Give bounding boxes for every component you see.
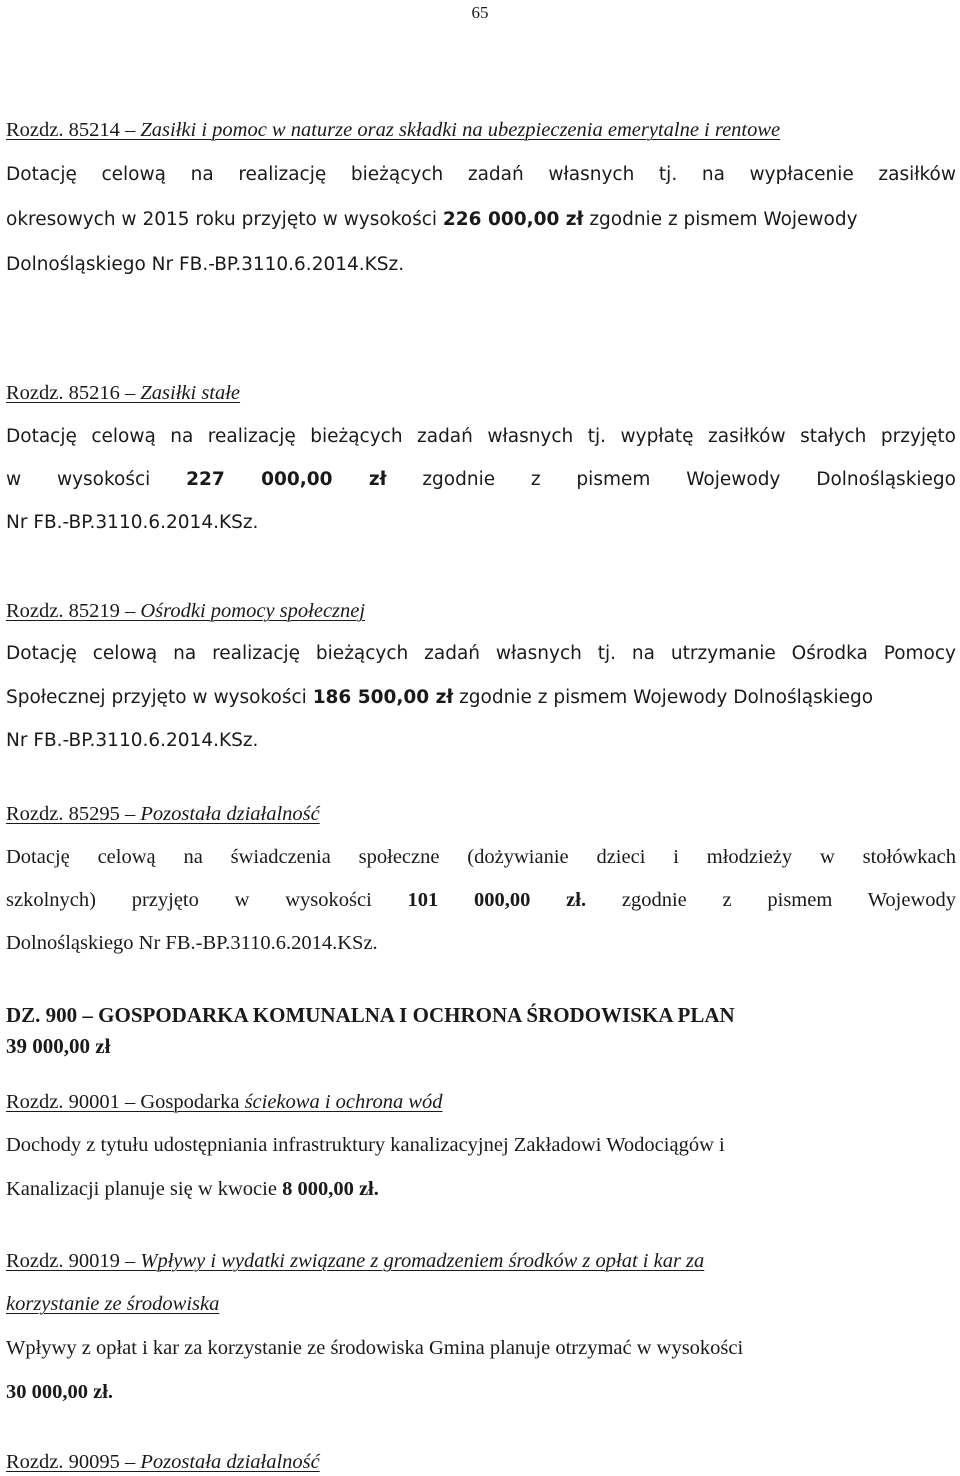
paragraph-line: Dolnośląskiego Nr FB.-BP.3110.6.2014.KSz. xyxy=(6,932,378,954)
paragraph-line: Nr FB.-BP.3110.6.2014.KSz. xyxy=(6,512,259,533)
paragraph-line: Dotację celową na realizację bieżących zadań własnych tj. na wypłacenie zasiłków xyxy=(6,164,956,185)
paragraph-line: Dotację celową na realizację bieżących zadań własnych tj. na utrzymanie Ośrodka Pomocy xyxy=(6,643,956,664)
section-heading-90019-continued: korzystanie ze środowiska xyxy=(6,1293,220,1315)
section-heading-85295: Rozdz. 85295 – Pozostała działalność xyxy=(6,803,320,825)
section-heading-85216: Rozdz. 85216 – Zasiłki stałe xyxy=(6,382,241,404)
chapter-heading-900: DZ. 900 – GOSPODARKA KOMUNALNA I OCHRONA ŚRODOWISKA PLAN xyxy=(6,1003,735,1027)
paragraph-line: Społecznej przyjęto w wysokości 186 500,00 zł zgodnie z pismem Wojewody Dolnośląskiego xyxy=(6,687,874,708)
paragraph-line: Dotację celową na realizację bieżących zadań własnych tj. wypłatę zasiłków stałych przyjęto xyxy=(6,426,956,447)
paragraph-line: Dolnośląskiego Nr FB.-BP.3110.6.2014.KSz. xyxy=(6,254,405,275)
paragraph-line: szkolnych) przyjęto w wysokości 101 000,00 zł. zgodnie z pismem Wojewody xyxy=(6,889,957,911)
paragraph-line: Dochody z tytułu udostępniania infrastruktury kanalizacyjnej Zakładowi Wodociągów i xyxy=(6,1134,725,1156)
paragraph-line: Dotację celową na świadczenia społeczne (dożywianie dzieci i młodzieży w stołówkach xyxy=(6,846,956,868)
paragraph-line: Wpływy z opłat i kar za korzystanie ze środowiska Gmina planuje otrzymać w wysokości xyxy=(6,1337,744,1359)
section-heading-90019: Rozdz. 90019 – Wpływy i wydatki związane z gromadzeniem środków z opłat i kar za xyxy=(6,1250,705,1272)
paragraph-line: w wysokości 227 000,00 zł zgodnie z pismem Wojewody Dolnośląskiego xyxy=(6,469,956,490)
section-heading-90001: Rozdz. 90001 – Gospodarka ściekowa i ochrona wód xyxy=(6,1091,443,1113)
paragraph-line: okresowych w 2015 roku przyjęto w wysokości 226 000,00 zł zgodnie z pismem Wojewody xyxy=(6,209,858,230)
paragraph-line: Nr FB.-BP.3110.6.2014.KSz. xyxy=(6,730,259,751)
section-heading-90095: Rozdz. 90095 – Pozostała działalność xyxy=(6,1451,320,1473)
page-number: 65 xyxy=(471,3,489,22)
section-heading-85214: Rozdz. 85214 – Zasiłki i pomoc w naturze oraz składki na ubezpieczenia emerytalne i rentowe xyxy=(6,119,781,141)
amount-line: 30 000,00 zł. xyxy=(6,1381,114,1403)
section-heading-85219: Rozdz. 85219 – Ośrodki pomocy społecznej xyxy=(6,600,366,622)
chapter-plan-amount: 39 000,00 zł xyxy=(6,1034,111,1058)
paragraph-line: Kanalizacji planuje się w kwocie 8 000,00 zł. xyxy=(6,1178,379,1200)
